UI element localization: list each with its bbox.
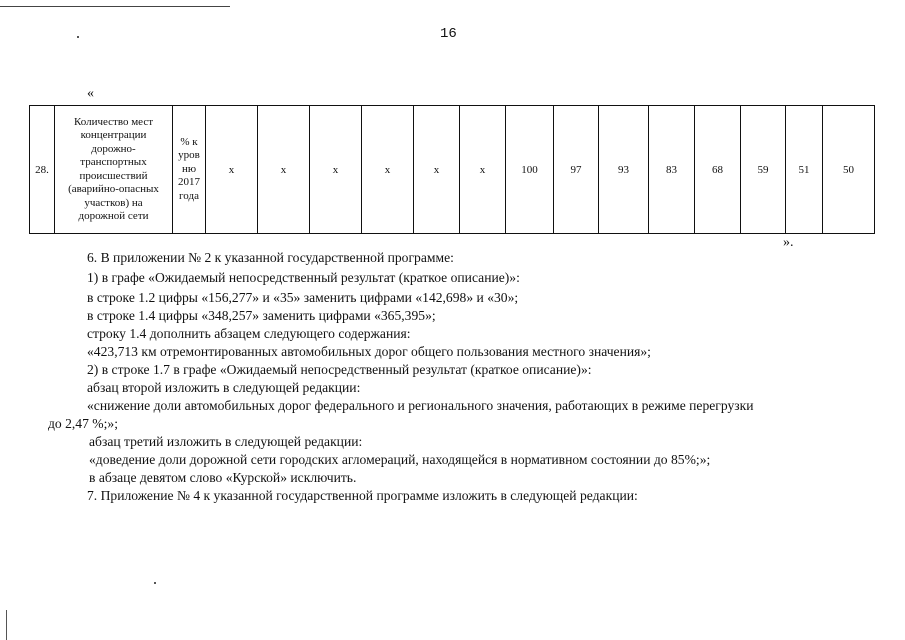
value-cell: 97 <box>554 106 599 234</box>
unit-line: ню <box>181 162 197 175</box>
body-line: абзац третий изложить в следующей редакции: <box>89 434 363 449</box>
indicator-name <box>55 106 173 234</box>
body-line: в строке 1.4 цифры «348,257» заменить цифрами «365,395»; <box>87 308 436 323</box>
subitem-1: 1) в графе «Ожидаемый непосредственный результат (краткое описание)»: <box>87 270 520 285</box>
paragraph-item-7: 7. Приложение № 4 к указанной государственной программе изложить в следующей редакции: <box>87 488 638 503</box>
indicator-name-line: участков) на <box>84 196 143 209</box>
scan-edge-mark <box>6 610 7 640</box>
value-cell: 93 <box>599 106 649 234</box>
opening-quote: « <box>87 86 94 101</box>
table-row <box>30 106 875 234</box>
value-cell: 59 <box>741 106 786 234</box>
value-cell: x <box>414 106 460 234</box>
indicator-name-line: происшествий <box>79 169 148 182</box>
value-cell: 83 <box>649 106 695 234</box>
body-line: «доведение доли дорожной сети городских агломераций, находящейся в нормативном состоянии до 85%;»; <box>89 452 711 467</box>
body-line: в абзаце девятом слово «Курской» исключить. <box>89 470 357 485</box>
value-cell: x <box>310 106 362 234</box>
indicator-name-line: (аварийно-опасных <box>68 183 159 195</box>
paragraph-item-6: 6. В приложении № 2 к указанной государственной программе: <box>87 250 454 265</box>
indicator-name-line: транспортных <box>80 156 147 168</box>
scan-speck <box>154 582 156 584</box>
unit-line: 2017 <box>178 176 200 189</box>
body-line: до 2,47 %;»; <box>48 416 118 431</box>
indicator-table <box>29 105 875 234</box>
value-cell: x <box>460 106 506 234</box>
scan-speck <box>77 36 79 38</box>
unit-line: % к <box>180 135 198 148</box>
body-line: в строке 1.2 цифры «156,277» и «35» заменить цифрами «142,698» и «30»; <box>87 290 519 305</box>
closing-quote: ». <box>783 235 794 250</box>
subitem-2: 2) в строке 1.7 в графе «Ожидаемый непосредственный результат (краткое описание)»: <box>87 362 592 377</box>
unit-line: года <box>179 189 199 202</box>
value-cell: x <box>206 106 258 234</box>
body-line: строку 1.4 дополнить абзацем следующего содержания: <box>87 326 411 341</box>
indicator-name-line: дорожно- <box>91 142 136 155</box>
indicator-name-line: дорожной сети <box>78 210 149 222</box>
page-number: 16 <box>440 26 457 42</box>
value-cell: x <box>258 106 310 234</box>
value-cell: x <box>362 106 414 234</box>
value-cell: 51 <box>786 106 823 234</box>
value-cell: 50 <box>823 106 875 234</box>
row-number: 28. <box>30 106 55 234</box>
unit-line: уров <box>178 149 200 162</box>
value-cell: 68 <box>695 106 741 234</box>
top-rule <box>0 6 230 7</box>
body-line: абзац второй изложить в следующей редакции: <box>87 380 361 395</box>
value-cell: 100 <box>506 106 554 234</box>
unit-cell <box>173 106 206 234</box>
body-line: «423,713 км отремонтированных автомобильных дорог общего пользования местного значения»; <box>87 344 651 359</box>
indicator-name-line: концентрации <box>80 129 147 141</box>
body-line: «снижение доли автомобильных дорог федерального и регионального значения, работающих в режиме перегрузки <box>87 398 754 413</box>
indicator-name-line: Количество мест <box>73 115 154 128</box>
